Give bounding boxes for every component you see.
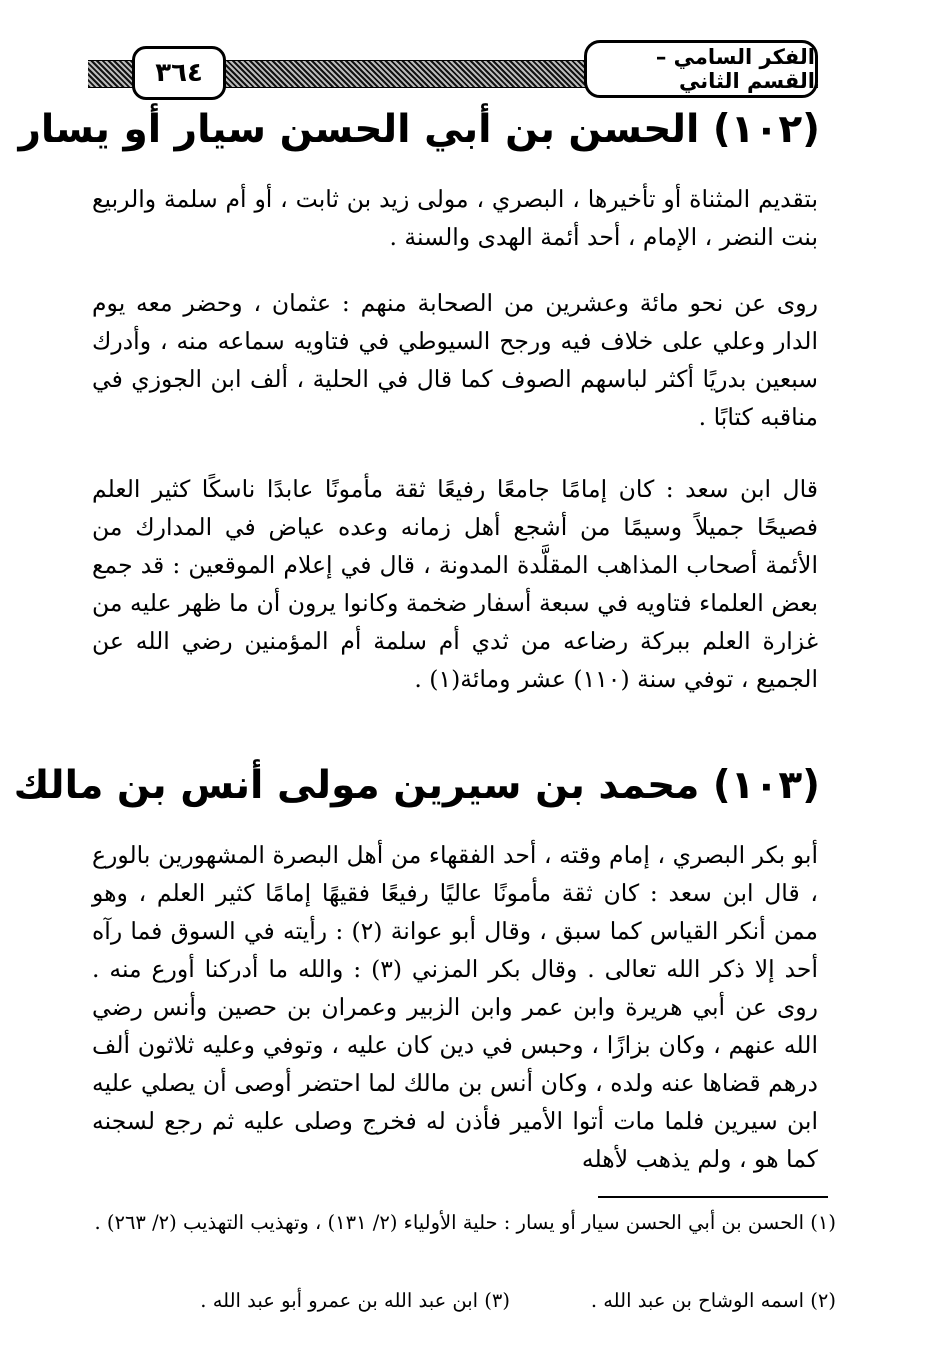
footnote-separator — [598, 1196, 828, 1198]
footnote-3: (٣) ابن عبد الله بن عمرو أبو عبد الله . — [200, 1289, 510, 1312]
page-number-text: ٣٦٤ — [155, 58, 203, 88]
running-title — [584, 40, 818, 98]
entry-102-paragraph-2: روى عن نحو مائة وعشرين من الصحابة منهم : عثمان ، وحضر معه يوم الدار وعلي على خلاف فيه ورجح السيوطي في فتاويه سماعه منه ، وأدرك سبعين بدريًا أكثر لباسهم الصوف كما قال في الحلية ، ألف ابن الجوزي في مناقبه كتابًا . — [92, 289, 818, 431]
footnote-1: (١) الحسن بن أبي الحسن سيار أو يسار : حلية الأولياء (٢/ ١٣١) ، وتهذيب التهذيب (٢/ ٢٦٣) . — [94, 1211, 836, 1234]
entry-heading-102: (١٠٢) الحسن بن أبي الحسن سيار أو يسار — [18, 107, 820, 152]
running-title-text: الفكر السامي – القسم الثاني — [655, 45, 815, 93]
entry-102-paragraph-1: بتقديم المثناة أو تأخيرها ، البصري ، مولى زيد بن ثابت ، أو أم سلمة والربيع بنت النضر ، الإمام ، أحد أئمة الهدى والسنة . — [92, 185, 818, 251]
entry-102-paragraph-3: قال ابن سعد : كان إمامًا جامعًا رفيعًا ثقة مأمونًا عابدًا ناسكًا كثير العلم فصيحًا جميلاً وسيمًا من أشجع أهل زمانه وعده عياض في المدارك من الأئمة أصحاب المذاهب المقلَّدة المدونة ، قال في إعلام الموقعين : قد جمع بعض العلماء فتاويه في سبعة أسفار ضخمة وكانوا يرون أن ما ظهر عليه من غزارة العلم ببركة رضاعه من ثدي أم سلمة أم المؤمنين رضي الله عن الجميع ، توفي سنة (١١٠) عشر ومائة(١) . — [92, 475, 818, 693]
entry-heading-103: (١٠٣) محمد بن سيرين مولى أنس بن مالك — [13, 763, 820, 808]
page-number — [132, 46, 226, 100]
entry-103-paragraph-1: أبو بكر البصري ، إمام وقته ، أحد الفقهاء من أهل البصرة المشهورين بالورع ، قال ابن سعد : كان ثقة مأمونًا عاليًا رفيعًا فقيهًا إمامًا كثير العلم ، وهو ممن أنكر القياس كما سبق ، وقال أبو عوانة (٢) : رأيته في السوق فما رآه أحد إلا ذكر الله تعالى . وقال بكر المزني (٣) : والله ما أدركنا أورع منه . روى عن أبي هريرة وابن عمر وابن الزبير وعمران بن حصين وأنس رضي الله عنهم ، وكان بزازًا ، وحبس في دين كان عليه ، وتوفي وعليه ثلاثون ألف درهم قضاها عنه ولده ، وكان أنس بن مالك لما احتضر أوصى أن يصلي عليه ابن سيرين فلما مات أتوا الأمير فأذن له فخرج وصلى عليه ثم رجع لسجنه كما هو ، ولم يذهب لأهله — [92, 841, 818, 1173]
footnote-2: (٢) اسمه الوشاح بن عبد الله . — [590, 1289, 836, 1312]
